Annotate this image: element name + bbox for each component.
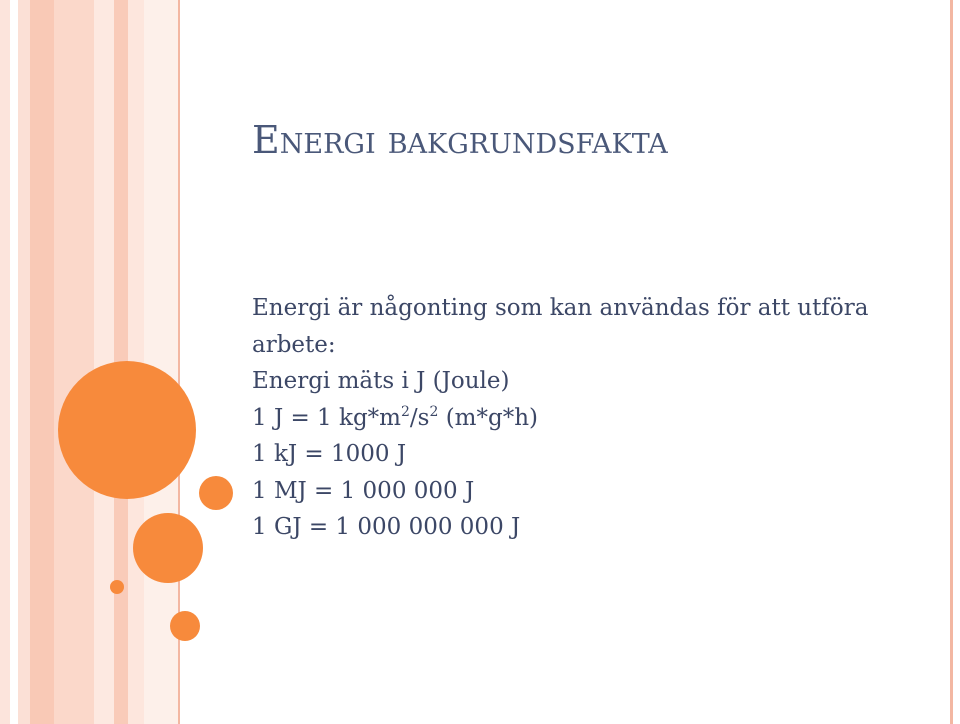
formula-exponent: 2 <box>400 403 410 420</box>
unit-text: Energi mäts i J (Joule) <box>252 368 510 394</box>
decorative-circle <box>110 580 124 594</box>
formula-exponent: 2 <box>429 403 439 420</box>
slide-body <box>252 290 932 546</box>
formula-suffix: (m*g*h) <box>438 404 538 431</box>
decorative-circle <box>199 476 233 510</box>
decorative-stripe <box>30 0 54 724</box>
conversion-gj: 1 GJ = 1 000 000 000 J <box>252 514 521 540</box>
formula-mid: /s <box>409 404 430 431</box>
formula-text <box>252 400 932 437</box>
decorative-stripe <box>10 0 18 724</box>
slide-title: Energi bakgrundsfakta <box>252 118 668 162</box>
decorative-stripe <box>54 0 94 724</box>
definition-text: Energi är någonting som kan användas för att utföra arbete: <box>252 295 869 358</box>
conversion-mj: 1 MJ = 1 000 000 J <box>252 477 475 504</box>
decorative-circle <box>170 611 200 641</box>
decorative-stripe <box>0 0 10 724</box>
conversion-kj: 1 kJ = 1000 J <box>252 441 407 467</box>
decorative-stripe <box>18 0 30 724</box>
formula-prefix: 1 J = 1 kg*m <box>252 404 401 431</box>
decorative-line <box>950 0 953 724</box>
decorative-circle <box>58 361 196 499</box>
decorative-circle <box>133 513 203 583</box>
